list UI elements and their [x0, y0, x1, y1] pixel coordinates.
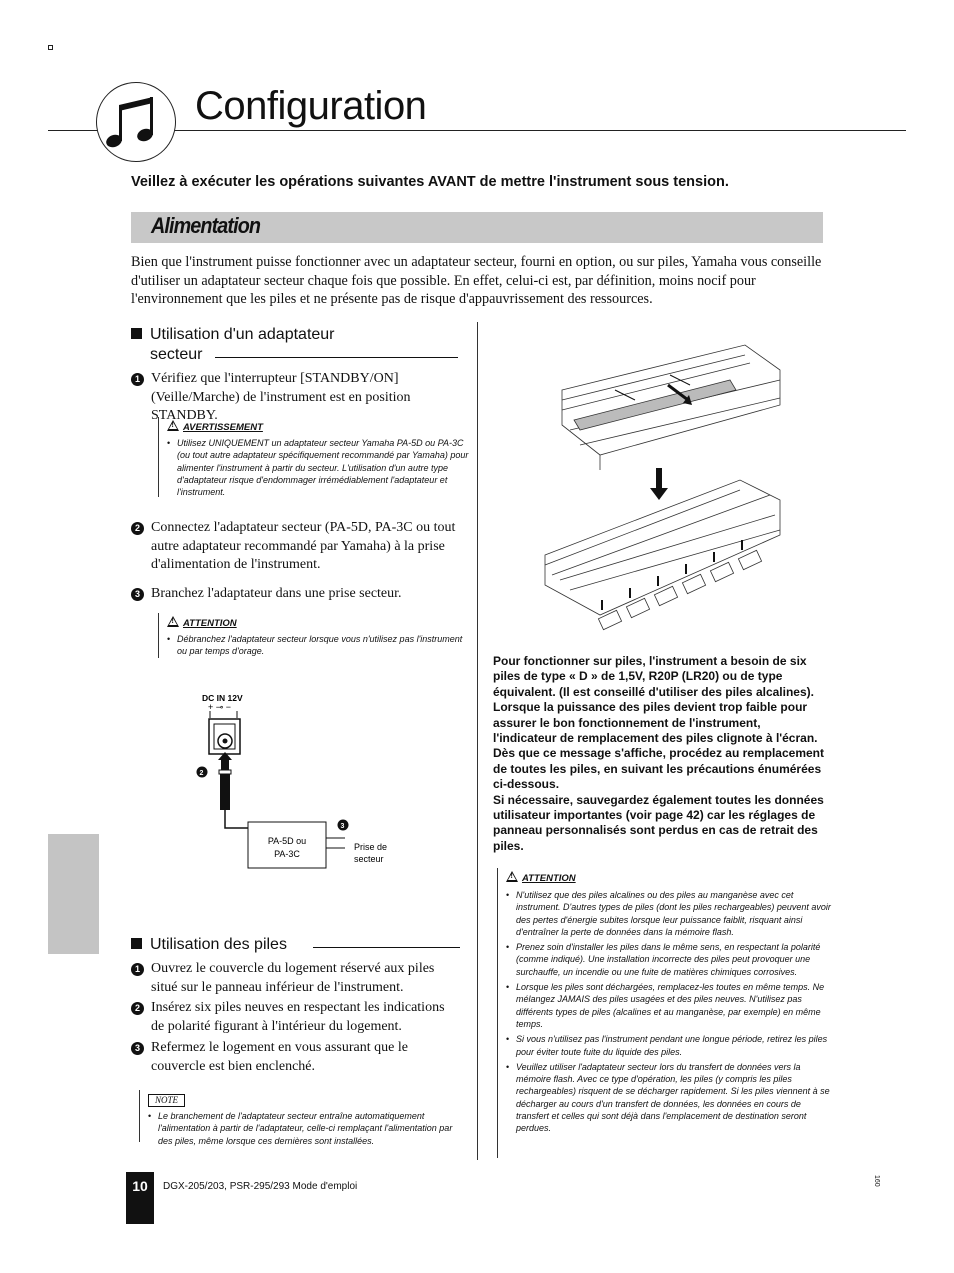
- adapter-step-2-text: Connectez l'adaptateur secteur (PA-5D, PA-3C ou tout autre adaptateur recommandé par Yamaha) à la prise d'alimentation de l'instrument.: [151, 520, 456, 572]
- outlet-label: Prise de: [354, 842, 388, 852]
- adapter-warning-box: [158, 417, 469, 497]
- step-number-icon: 2: [131, 522, 144, 535]
- page-code: 160: [873, 1175, 880, 1187]
- polarity-symbol: + ⊸ −: [208, 702, 232, 712]
- attention-item: • Veuillez utiliser l'adaptateur secteur lors du transfert de données vers la mémoire flash. Avec ce type d'opération, les piles (y compris les piles rechargeables) risquent de se décharger rapidement. Si les piles viennent à se décharger au cours d'un transfert de données, les données en cours de transfert et celles qui sont déjà dans l'emplacement de destination seront perdues.: [506, 1061, 832, 1135]
- attention-title: ATTENTION: [522, 873, 576, 884]
- attention-title: ATTENTION: [183, 618, 237, 629]
- square-bullet-icon: [131, 328, 142, 339]
- adapter-step-1-text: Vérifiez que l'interrupteur [STANDBY/ON] (Veille/Marche) de l'instrument est en position STANDBY.: [151, 371, 411, 423]
- battery-compartment-diagram: [540, 330, 790, 645]
- heading-rule: [313, 947, 460, 948]
- warning-title: AVERTISSEMENT: [183, 422, 263, 433]
- side-tab: [48, 834, 99, 954]
- page-number: 10: [126, 1172, 154, 1224]
- battery-info-text-1: Pour fonctionner sur piles, l'instrument a besoin de six piles de type « D » de 1,5V, R20P (LR20) ou de type équivalent. (Il est conseillé d'utiliser des piles alcalines). Lorsque la puissance des piles devient trop faible pour assurer le bon fonctionnement de l'instrument, l'indicateur de remplacement des piles clignote à l'écran. Dès que ce message s'affiche, procédez au remplacement de toutes les piles, en suivant les précautions énumérées ci-dessous.: [493, 654, 824, 792]
- step-number-icon: 2: [131, 1002, 144, 1015]
- svg-text:3: 3: [340, 823, 345, 830]
- intro-bold-text: Veillez à exécuter les opérations suivantes AVANT de mettre l'instrument sous tension.: [131, 174, 729, 190]
- adapter-step-3: [131, 585, 461, 604]
- attention-item: • Si vous n'utilisez pas l'instrument pendant une longue période, retirez les piles pour éviter toute fuite du liquide des piles.: [506, 1033, 832, 1058]
- attention-item: • Lorsque les piles sont déchargées, remplacez-les toutes en même temps. Ne mélangez JAMAIS des piles usagées et des piles neuves. N'utilisez pas différents types de piles (alcalines et au manganèse, par exemple) en même temps.: [506, 981, 832, 1030]
- battery-step-3-text: Refermez le logement en vous assurant que le couvercle est bien enclenché.: [151, 1040, 408, 1074]
- step-number-icon: 3: [131, 1042, 144, 1055]
- warning-icon: [167, 420, 179, 431]
- music-note-icon: [96, 82, 176, 162]
- step-number-icon: 1: [131, 963, 144, 976]
- battery-info-text-2: Si nécessaire, sauvegardez également toutes les données utilisateur importantes (voir page 42) car les réglages de panneau personnalisés sont perdus en cas de retrait des piles.: [493, 792, 824, 853]
- adapter-step-2: [131, 519, 461, 575]
- corner-mark: [48, 45, 53, 50]
- intro-paragraph: Bien que l'instrument puisse fonctionner avec un adaptateur secteur, fourni en option, ou sur piles, Yamaha vous conseille d'utiliser un adaptateur secteur chaque fois que possible. En effet, celui-ci est, par définition, moins nocif pour l'environnement que les piles et ne présente pas de risque d'appauvrissement des ressources.: [131, 254, 822, 308]
- dc-in-label: DC IN 12V: [202, 693, 243, 703]
- warning-icon: [506, 871, 518, 882]
- warning-item: • Utilisez UNIQUEMENT un adaptateur secteur Yamaha PA-5D ou PA-3C (ou tout autre adaptateur spécifiquement recommandé par Yamaha) pour alimenter l'instrument à partir du secteur. L'utilisation d'un autre type d'adaptateur risque d'endommager irrémédiablement l'adaptateur et l'instrument.: [167, 437, 469, 498]
- warning-icon: [167, 616, 179, 627]
- battery-step-2: [131, 999, 461, 1036]
- adapter-attention-box: [158, 613, 469, 658]
- battery-attention-box: [497, 868, 832, 1158]
- battery-step-2-text: Insérez six piles neuves en respectant les indications de polarité figurant à l'intérieur du logement.: [151, 1000, 445, 1034]
- heading-rule: [215, 357, 458, 358]
- note-item: • Le branchement de l'adaptateur secteur entraîne automatiquement l'alimentation à partir de l'adaptateur, celle-ci remplaçant l'alimentation par des piles, même lorsque ces dernières sont installées.: [148, 1110, 468, 1147]
- note-tag: NOTE: [148, 1094, 185, 1107]
- adapter-heading-line1: Utilisation d'un adaptateur: [150, 326, 335, 343]
- batteries-heading-text: Utilisation des piles: [150, 936, 287, 953]
- attention-item: • Prenez soin d'installer les piles dans le même sens, en respectant la polarité (comme indiqué). Une installation incorrecte des piles peut provoquer une surchauffe, un incendie ou une fuite de matières chimiques corrosives.: [506, 941, 832, 978]
- svg-text:2: 2: [199, 770, 204, 777]
- step-number-icon: 1: [131, 373, 144, 386]
- batteries-heading: [131, 935, 287, 955]
- title-rule: [48, 130, 906, 131]
- battery-step-3: [131, 1039, 461, 1076]
- note-box: [139, 1090, 468, 1146]
- step-number-icon: 3: [131, 588, 144, 601]
- attention-item: • Débranchez l'adaptateur secteur lorsque vous n'utilisez pas l'instrument ou par temps d'orage.: [167, 633, 469, 658]
- square-bullet-icon: [131, 938, 142, 949]
- attention-list: [506, 889, 832, 1135]
- battery-step-1-text: Ouvrez le couvercle du logement réservé aux piles situé sur le panneau inférieur de l'instrument.: [151, 961, 435, 995]
- outlet-label-2: secteur: [354, 854, 384, 864]
- adapter-model-label-2: PA-3C: [274, 849, 300, 859]
- page-title: Configuration: [195, 84, 427, 128]
- attention-item: • N'utilisez que des piles alcalines ou des piles au manganèse avec cet instrument. D'autres types de piles (dont les piles rechargeables) peuvent avoir des pertes d'énergie subites lorsque leur puissance faiblit, risquant ainsi d'entraîner la perte de données dans la mémoire flash.: [506, 889, 832, 938]
- section-title: Alimentation: [151, 213, 261, 238]
- adapter-model-label: PA-5D ou: [267, 836, 307, 846]
- adapter-heading: [131, 325, 461, 345]
- footer-manual-title: DGX-205/203, PSR-295/293 Mode d'emploi: [163, 1181, 358, 1192]
- battery-info-paragraph: [493, 654, 825, 854]
- column-divider: [477, 322, 478, 1160]
- adapter-heading-line2: secteur: [150, 346, 203, 363]
- battery-step-1: [131, 960, 461, 997]
- adapter-connection-diagram: [190, 690, 410, 875]
- adapter-step-3-text: Branchez l'adaptateur dans une prise secteur.: [151, 586, 402, 601]
